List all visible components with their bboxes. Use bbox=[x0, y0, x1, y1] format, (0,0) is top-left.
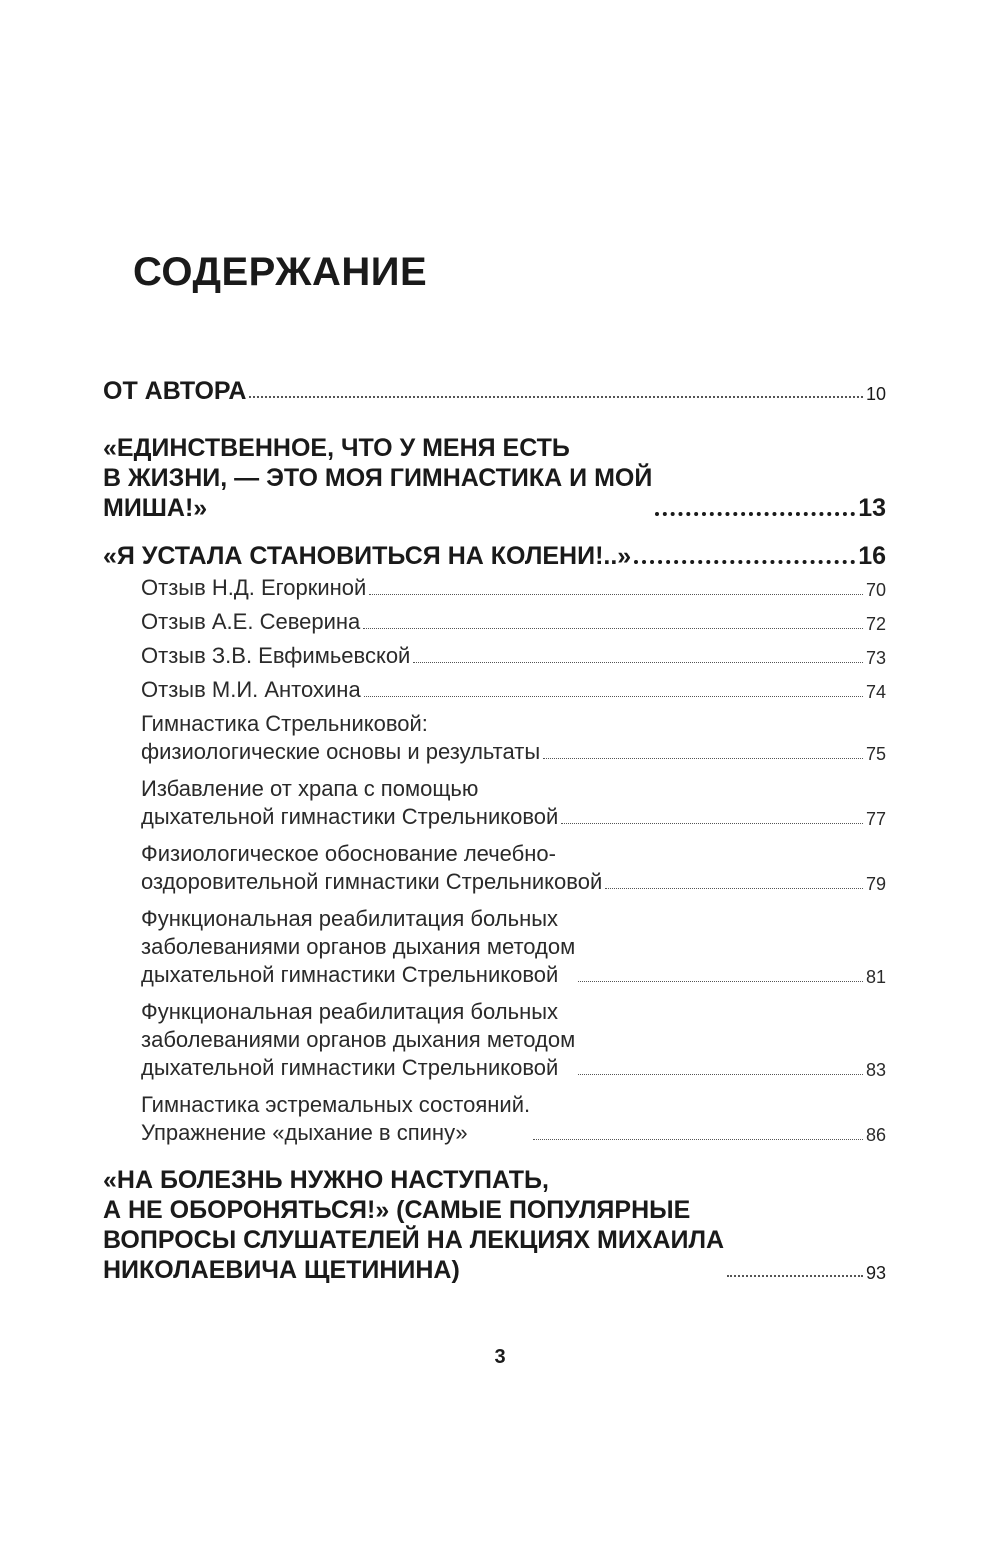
toc-page-number: 16 bbox=[858, 542, 886, 570]
toc-entry-title-line: Физиологическое обоснование лечебно- bbox=[141, 841, 556, 866]
leader-dots bbox=[634, 560, 855, 564]
toc-entry-title-line: Отзыв А.Е. Северина bbox=[141, 609, 361, 634]
toc-entry-title-line: Функциональная реабилитация больных bbox=[141, 999, 559, 1024]
toc-entry-title-line: заболеваниями органов дыхания методом bbox=[141, 1027, 576, 1052]
leader-dots bbox=[655, 512, 855, 516]
leader-dots bbox=[605, 888, 863, 889]
toc-page-number: 81 bbox=[865, 967, 886, 987]
toc-subentry[interactable] bbox=[141, 574, 886, 602]
toc-entry-title-line: Гимнастика эстремальных состояний. bbox=[141, 1092, 531, 1117]
toc-page-number: 86 bbox=[865, 1125, 886, 1145]
toc-entry-title-line: Гимнастика Стрельниковой: bbox=[141, 711, 428, 736]
toc-page-number: 93 bbox=[865, 1263, 886, 1283]
toc-entry-chapter-2[interactable] bbox=[103, 541, 886, 571]
toc-entry-chapter-1[interactable] bbox=[103, 433, 886, 523]
toc-subentry[interactable] bbox=[141, 710, 886, 766]
toc-subentry[interactable] bbox=[141, 676, 886, 704]
toc-subentry[interactable] bbox=[141, 905, 886, 989]
toc-page-number: 77 bbox=[865, 809, 886, 829]
toc-entry-title-line: А НЕ ОБОРОНЯТЬСЯ!» (САМЫЕ ПОПУЛЯРНЫЕ bbox=[103, 1196, 691, 1224]
toc-entry-title-line: «НА БОЛЕЗНЬ НУЖНО НАСТУПАТЬ, bbox=[103, 1166, 549, 1194]
toc-entry-title-line: дыхательной гимнастики Стрельниковой bbox=[141, 1055, 559, 1080]
toc-entry-chapter-3[interactable] bbox=[103, 1165, 886, 1285]
toc-entry-title-line: ВОПРОСЫ СЛУШАТЕЛЕЙ НА ЛЕКЦИЯХ МИХАИЛА bbox=[103, 1226, 725, 1254]
toc-entry-title-line: Избавление от храпа с помощью bbox=[141, 776, 479, 801]
toc-entry-title-line: Отзыв Н.Д. Егоркиной bbox=[141, 575, 367, 600]
leader-dots bbox=[249, 396, 863, 398]
page-title: СОДЕРЖАНИЕ bbox=[133, 250, 428, 294]
toc-subentry[interactable] bbox=[141, 775, 886, 831]
toc-entry-title-line: МИША!» bbox=[103, 494, 208, 522]
toc-page-number: 72 bbox=[865, 614, 886, 634]
leader-dots bbox=[369, 594, 863, 595]
toc-entry-title-line: физиологические основы и результаты bbox=[141, 739, 541, 764]
toc-page-number: 79 bbox=[865, 874, 886, 894]
toc-entry-title-line: Упражнение «дыхание в спину» bbox=[141, 1120, 468, 1145]
toc-subentry[interactable] bbox=[141, 608, 886, 636]
toc-entry-title-line: дыхательной гимнастики Стрельниковой bbox=[141, 962, 559, 987]
toc-page-number: 73 bbox=[865, 648, 886, 668]
toc-entry-title-line: Отзыв М.И. Антохина bbox=[141, 677, 361, 702]
leader-dots bbox=[578, 1074, 863, 1075]
leader-dots bbox=[364, 696, 863, 697]
leader-dots bbox=[578, 981, 863, 982]
table-of-contents bbox=[103, 376, 886, 1285]
toc-entry-title-line: дыхательной гимнастики Стрельниковой bbox=[141, 804, 559, 829]
leader-dots bbox=[413, 662, 863, 663]
toc-entry-title-line: «Я УСТАЛА СТАНОВИТЬСЯ НА КОЛЕНИ!..» bbox=[103, 542, 632, 570]
toc-subentry[interactable] bbox=[141, 1091, 886, 1147]
toc-page-number: 75 bbox=[865, 744, 886, 764]
toc-entry-title-line: Функциональная реабилитация больных bbox=[141, 906, 559, 931]
leader-dots bbox=[533, 1139, 863, 1140]
toc-entry-from-author[interactable] bbox=[103, 376, 886, 406]
toc-subentry[interactable] bbox=[141, 998, 886, 1082]
leader-dots bbox=[363, 628, 863, 629]
toc-entry-title-line: заболеваниями органов дыхания методом bbox=[141, 934, 576, 959]
leader-dots bbox=[543, 758, 863, 759]
toc-entry-title-line: ОТ АВТОРА bbox=[103, 377, 247, 405]
leader-dots bbox=[561, 823, 863, 824]
toc-page-number: 13 bbox=[858, 494, 886, 522]
toc-entry-title-line: В ЖИЗНИ, — ЭТО МОЯ ГИМНАСТИКА И МОЙ bbox=[103, 464, 653, 492]
toc-entry-title-line: оздоровительной гимнастики Стрельниковой bbox=[141, 869, 603, 894]
toc-page-number: 70 bbox=[865, 580, 886, 600]
toc-page-number: 74 bbox=[865, 682, 886, 702]
toc-entry-title-line: Отзыв З.В. Евфимьевской bbox=[141, 643, 411, 668]
toc-subentry[interactable] bbox=[141, 642, 886, 670]
toc-entry-title-line: «ЕДИНСТВЕННОЕ, ЧТО У МЕНЯ ЕСТЬ bbox=[103, 434, 570, 462]
toc-page-number: 10 bbox=[865, 384, 886, 404]
page-footer-number: 3 bbox=[494, 1346, 506, 1368]
toc-subentry[interactable] bbox=[141, 840, 886, 896]
toc-entry-title-line: НИКОЛАЕВИЧА ЩЕТИНИНА) bbox=[103, 1256, 460, 1284]
toc-page-number: 83 bbox=[865, 1060, 886, 1080]
leader-dots bbox=[727, 1275, 863, 1277]
